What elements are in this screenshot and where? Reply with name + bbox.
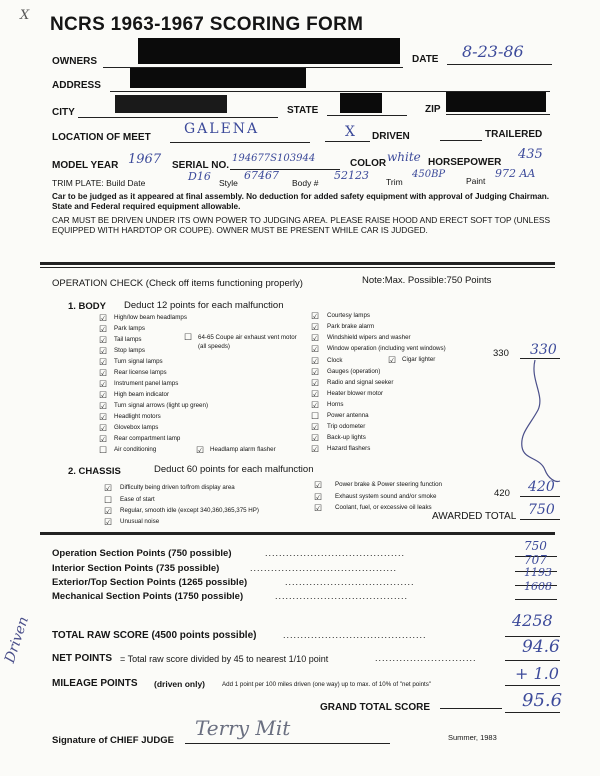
state-label: STATE bbox=[287, 105, 319, 116]
body-left-item: Air conditioning bbox=[114, 446, 157, 453]
body-right-item: Back-up lights bbox=[327, 434, 366, 441]
chassis-left-item: Unusual noise bbox=[120, 518, 160, 525]
chassis-right-check[interactable]: ☑ bbox=[314, 492, 323, 502]
section-row-value: 707 bbox=[524, 553, 547, 567]
body-right-item: Park brake alarm bbox=[327, 323, 375, 330]
body-heading: 1. BODY bbox=[68, 301, 107, 312]
dot-leader: ...................................... bbox=[275, 591, 409, 601]
chassis-left-item: Difficulty being driven to/from display area bbox=[120, 484, 235, 491]
body-label: Body # bbox=[292, 178, 319, 188]
body-left-item: Rear compartment lamp bbox=[114, 435, 181, 442]
section-row-value: 1608 bbox=[524, 580, 552, 593]
dot-leader: ......................................... bbox=[283, 630, 427, 640]
body-right-item: Trip odometer bbox=[327, 423, 366, 430]
body-right-item: Window operation (including vent windows) bbox=[327, 345, 446, 352]
body-left-check[interactable]: ☑ bbox=[99, 412, 108, 422]
body-left-check[interactable]: ☑ bbox=[99, 434, 108, 444]
section-row-label: Exterior/Top Section Points (1265 possible) bbox=[52, 577, 248, 588]
trailered-line bbox=[440, 140, 482, 141]
horsepower-label: HORSEPOWER bbox=[428, 157, 502, 168]
paint-value: 972 AA bbox=[495, 167, 536, 180]
dot-leader: ........................................ bbox=[265, 548, 406, 558]
signature-label: Signature of CHIEF JUDGE bbox=[52, 735, 174, 746]
paint-label: Paint bbox=[466, 176, 486, 186]
zip-line bbox=[446, 114, 550, 115]
body-left-item: Headlight motors bbox=[114, 413, 161, 420]
operation-heading: OPERATION CHECK (Check off items functioning properly) bbox=[52, 278, 303, 289]
signature-value: Terry Mit bbox=[195, 716, 291, 740]
total-raw-label: TOTAL RAW SCORE (4500 points possible) bbox=[52, 630, 257, 641]
driven-label: DRIVEN bbox=[372, 131, 410, 142]
serial-label: SERIAL NO. bbox=[172, 160, 230, 171]
style-label: Style bbox=[219, 178, 238, 188]
chassis-left-item: Regular, smooth idle (except 340,360,365,375 HP) bbox=[120, 507, 259, 514]
driven-mark: X bbox=[345, 124, 355, 140]
build-date-value: D16 bbox=[188, 170, 211, 183]
operation-note: Note:Max. Possible:750 Points bbox=[362, 275, 492, 286]
date-label: DATE bbox=[412, 54, 439, 65]
section-row-label: Interior Section Points (735 possible) bbox=[52, 563, 220, 574]
body-left-item: Park lamps bbox=[114, 325, 145, 332]
body-right-item: Gauges (operation) bbox=[327, 368, 381, 375]
form-title: NCRS 1963-1967 SCORING FORM bbox=[50, 14, 364, 35]
body-right-check[interactable]: ☑ bbox=[311, 400, 320, 410]
section-row-value: 750 bbox=[524, 539, 547, 553]
mileage-label: MILEAGE POINTS bbox=[52, 678, 138, 689]
body-left-check[interactable]: ☑ bbox=[99, 346, 108, 356]
body-left-check[interactable]: ☐ bbox=[99, 445, 108, 455]
awarded-total-value: 750 bbox=[528, 502, 555, 518]
owners-redaction bbox=[138, 38, 400, 64]
headlamp-alarm-check[interactable]: ☑ bbox=[196, 445, 205, 455]
chassis-left-check[interactable]: ☑ bbox=[104, 506, 113, 516]
body-left-check[interactable]: ☑ bbox=[99, 324, 108, 334]
chassis-deduct: Deduct 60 points for each malfunction bbox=[154, 464, 314, 475]
body-awarded: 330 bbox=[530, 342, 557, 358]
body-right-item: Clock bbox=[327, 357, 343, 364]
body-left-check[interactable]: ☑ bbox=[99, 368, 108, 378]
body-right-check[interactable]: ☑ bbox=[311, 422, 320, 432]
body-right-check[interactable]: ☑ bbox=[311, 444, 320, 454]
color-value: white bbox=[387, 150, 421, 164]
mileage-small: Add 1 point per 100 miles driven (one way) up to max. of 10% of "net points" bbox=[222, 681, 432, 688]
trim-label: Trim bbox=[386, 177, 403, 187]
owners-label: OWNERS bbox=[52, 56, 97, 67]
section-divider bbox=[40, 532, 555, 535]
section-row-label: Operation Section Points (750 possible) bbox=[52, 548, 232, 559]
state-line bbox=[327, 115, 407, 116]
chassis-right-item: Exhaust system sound and/or smoke bbox=[335, 493, 437, 500]
grand-total-value: 95.6 bbox=[522, 690, 563, 711]
body-right-item: Hazard flashers bbox=[327, 445, 371, 452]
chassis-right-check[interactable]: ☑ bbox=[314, 503, 323, 513]
mileage-desc: (driven only) bbox=[154, 679, 206, 689]
chassis-left-check[interactable]: ☑ bbox=[104, 517, 113, 527]
body-right-check[interactable]: ☑ bbox=[311, 433, 320, 443]
date-value: 8-23-86 bbox=[462, 42, 524, 61]
address-redaction bbox=[130, 68, 306, 88]
body-left-item: High beam indicator bbox=[114, 391, 170, 398]
body-right-check[interactable]: ☐ bbox=[311, 411, 320, 421]
body-right-item: Windshield wipers and washer bbox=[327, 334, 411, 341]
grand-total-line bbox=[505, 712, 560, 713]
body-left-check[interactable]: ☑ bbox=[99, 313, 108, 323]
body-right-item: Courtesy lamps bbox=[327, 312, 370, 319]
body-left-item: Tail lamps bbox=[114, 336, 142, 343]
body-right-item: Radio and signal seeker bbox=[327, 379, 394, 386]
body-right-check[interactable]: ☑ bbox=[311, 367, 320, 377]
serial-value: 194677S103944 bbox=[232, 153, 316, 164]
heavy-divider bbox=[40, 262, 555, 268]
body-left-check[interactable]: ☑ bbox=[99, 379, 108, 389]
body-right-check[interactable]: ☑ bbox=[311, 378, 320, 388]
body-possible: 330 bbox=[493, 348, 509, 359]
zip-redaction bbox=[446, 92, 546, 112]
address-label: ADDRESS bbox=[52, 80, 101, 91]
city-redaction bbox=[115, 95, 227, 113]
trim-plate-label: TRIM PLATE: Build Date bbox=[52, 178, 146, 188]
trim-value: 450BP bbox=[412, 169, 446, 180]
body-left-item: Instrument panel lamps bbox=[114, 380, 179, 387]
chassis-awarded: 420 bbox=[528, 479, 555, 495]
chassis-right-item: Coolant, fuel, or excessive oil leaks bbox=[335, 504, 432, 511]
driven-note: CAR MUST BE DRIVEN UNDER ITS OWN POWER TO JUDGING AREA. PLEASE RAISE HOOD AND ERECT SOFT TOP (UNLESS EQUIPPED WITH HARDTOP OR COUPE). OWNER MUST BE PRESENT WHILE CAR IS JUDGED. bbox=[52, 215, 551, 235]
model-year-value: 1967 bbox=[128, 152, 162, 167]
mileage-value: + 1.0 bbox=[515, 664, 559, 683]
net-points-label: NET POINTS bbox=[52, 653, 113, 664]
body-right-item: Heater blower motor bbox=[327, 390, 384, 397]
body-right-check[interactable]: ☑ bbox=[311, 356, 320, 366]
cigar-lighter-item: Cigar lighter bbox=[402, 356, 436, 363]
state-redaction bbox=[340, 93, 382, 113]
body-left-check[interactable]: ☑ bbox=[99, 423, 108, 433]
driven-line bbox=[325, 141, 370, 142]
body-left-item: Glovebox lamps bbox=[114, 424, 159, 431]
chassis-awarded-line bbox=[520, 496, 560, 497]
color-label: COLOR bbox=[350, 158, 387, 169]
vent-motor-item: 64-65 Coupe air exhaust vent motor (all speeds) bbox=[198, 334, 297, 350]
body-right-check[interactable]: ☑ bbox=[311, 311, 320, 321]
dot-leader: .......................................... bbox=[250, 563, 398, 573]
body-left-check[interactable]: ☑ bbox=[99, 390, 108, 400]
model-year-label: MODEL YEAR bbox=[52, 160, 119, 171]
chassis-left-check[interactable]: ☐ bbox=[104, 495, 113, 505]
vent-motor-check[interactable]: ☐ bbox=[184, 332, 193, 342]
body-right-check[interactable]: ☑ bbox=[311, 389, 320, 399]
zip-label: ZIP bbox=[425, 104, 441, 115]
body-left-check[interactable]: ☑ bbox=[99, 357, 108, 367]
awarded-total-line bbox=[520, 519, 560, 520]
awarded-total-label: AWARDED TOTAL bbox=[432, 511, 517, 522]
headlamp-alarm-item: Headlamp alarm flasher bbox=[210, 446, 276, 453]
body-left-item: Turn signal arrows (light up green) bbox=[114, 402, 208, 409]
body-left-item: Turn signal lamps bbox=[114, 358, 163, 365]
chassis-left-item: Ease of start bbox=[120, 496, 155, 503]
net-points-desc: = Total raw score divided by 45 to nearest 1/10 point bbox=[120, 654, 329, 664]
horsepower-value: 435 bbox=[518, 147, 543, 162]
grand-total-label: GRAND TOTAL SCORE bbox=[320, 702, 431, 713]
dot-leader: ............................. bbox=[375, 653, 477, 663]
section-value-line bbox=[515, 599, 557, 600]
grand-total-lead-line bbox=[440, 708, 502, 709]
net-points-value: 94.6 bbox=[522, 637, 560, 657]
body-left-item: Stop lamps bbox=[114, 347, 145, 354]
body-left-check[interactable]: ☑ bbox=[99, 401, 108, 411]
body-left-item: Rear license lamps bbox=[114, 369, 167, 376]
mileage-line bbox=[505, 685, 560, 686]
body-value: 52123 bbox=[334, 169, 369, 182]
body-right-check[interactable]: ☑ bbox=[311, 344, 320, 354]
body-right-item: Horns bbox=[327, 401, 344, 408]
body-deduct: Deduct 12 points for each malfunction bbox=[124, 300, 284, 311]
city-line bbox=[78, 117, 278, 118]
net-points-line bbox=[505, 660, 560, 661]
margin-note: Driven bbox=[2, 614, 32, 665]
margin-scribble bbox=[500, 355, 570, 485]
dot-leader: ..................................... bbox=[285, 577, 415, 587]
location-line bbox=[170, 142, 310, 143]
body-left-check[interactable]: ☑ bbox=[99, 335, 108, 345]
body-right-check[interactable]: ☑ bbox=[311, 333, 320, 343]
style-value: 67467 bbox=[244, 169, 279, 182]
chassis-heading: 2. CHASSIS bbox=[68, 466, 121, 477]
body-right-check[interactable]: ☑ bbox=[311, 322, 320, 332]
location-value: GALENA bbox=[184, 121, 260, 137]
chassis-right-item: Power brake & Power steering function bbox=[335, 481, 442, 488]
footer-date: Summer, 1983 bbox=[448, 733, 497, 742]
city-label: CITY bbox=[52, 107, 75, 118]
corner-mark: X bbox=[20, 8, 30, 23]
body-left-item: High/low beam headlamps bbox=[114, 314, 187, 321]
chassis-possible: 420 bbox=[494, 488, 510, 499]
section-row-label: Mechanical Section Points (1750 possible) bbox=[52, 591, 244, 602]
judging-note: Car to be judged as it appeared at final assembly. No deduction for added safety equipment with approval of Judging Chairman. State and Federal required equipment allowable. bbox=[52, 192, 550, 211]
cigar-lighter-check[interactable]: ☑ bbox=[388, 355, 397, 365]
total-raw-value: 4258 bbox=[512, 611, 553, 630]
chassis-left-check[interactable]: ☑ bbox=[104, 483, 113, 493]
trailered-label: TRAILERED bbox=[485, 129, 543, 140]
location-label: LOCATION OF MEET bbox=[52, 132, 151, 143]
date-line bbox=[447, 64, 552, 65]
body-right-item: Power antenna bbox=[327, 412, 369, 419]
section-row-value: 1193 bbox=[524, 566, 552, 579]
signature-line bbox=[185, 743, 390, 744]
chassis-right-check[interactable]: ☑ bbox=[314, 480, 323, 490]
